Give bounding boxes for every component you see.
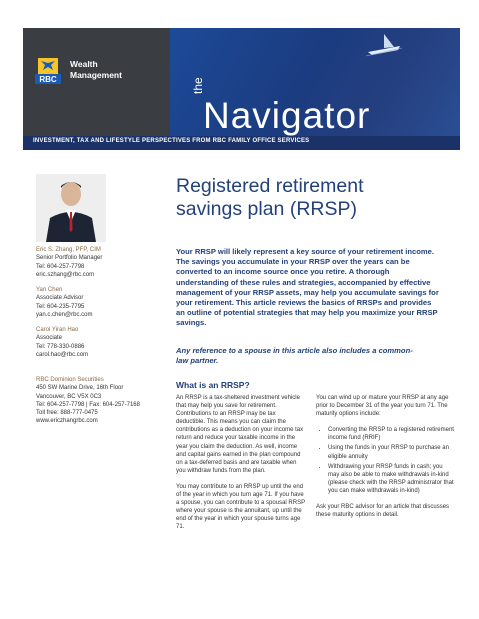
office-website[interactable]: www.ericzhangrbc.com [36,418,98,425]
section-title: What is an RRSP? [176,380,250,390]
contact-title: Associate Advisor [36,295,84,302]
newsletter-title: Navigator [203,95,371,136]
spouse-note: Any reference to a spouse in this article also includes a common-law partner. [176,346,413,366]
tagline: INVESTMENT, TAX AND LIFESTYLE PERSPECTIVES FROM RBC FAMILY OFFICE SERVICES [33,138,310,144]
list-item: • Converting the RRSP to a registered retirement income fund (RRIF) [328,426,454,442]
article-column-1 [176,394,306,540]
paragraph: An RRSP is a tax-sheltered investment vehicle that may help you save for retirement. Contributions to an RRSP may be tax deductible. This means you can claim the contributions as a deduction on your income tax return and reduce your taxable income in the year you claim the deduction. As well, income and capital gains earned in the plan compound on a tax-deferred basis and are taxable when you withdraw funds from the plan. [176,395,304,474]
rbc-logo-icon [35,58,61,84]
office-address-1: 450 SW Marine Drive, 16th Floor [36,385,124,392]
contact-phone: Tel: 604-257-7798 [36,263,85,270]
brand-panel [23,28,170,150]
contact-name: Eric S. Zhang, PFP, CIM [36,247,101,253]
office-address-2: Vancouver, BC V5X 0C3 [36,393,102,400]
brand-name [70,59,160,81]
article-title-line-2: savings plan (RRSP) [176,198,357,220]
contact-name: Carol Yiran Hao [36,327,79,333]
masthead [23,28,460,150]
office-block [36,376,140,426]
contact-email[interactable]: carol.hao@rbc.com [36,351,89,358]
paragraph: Ask your RBC advisor for an article that discusses these maturity options in detail. [316,504,450,519]
paragraph: You can wind up or mature your RRSP at any age prior to December 31 of the year you turn 71. The maturity options include: [316,395,449,418]
contact-name: Yan Chen [36,287,63,293]
office-name: RBC Dominion Securities [36,377,104,383]
article-title [176,175,364,221]
contact-block-1 [36,246,102,279]
brand-line-1: Wealth [70,59,98,69]
contact-phone: Tel: 778-330-0886 [36,343,85,350]
contact-title: Associate [36,335,63,342]
list-item: • Using the funds in your RRSP to purchase an eligible annuity [328,444,454,460]
contact-phone: Tel: 604-235-7795 [36,303,85,310]
brand-line-2: Management [70,70,122,80]
contact-email[interactable]: eric.szhang@rbc.com [36,271,95,278]
contact-block-2 [36,286,92,319]
article-title-line-1: Registered retirement [176,175,364,197]
paragraph: You may contribute to an RRSP up until the end of the year in which you turn age 71. If you have a spouse, you can contribute to a spousal RRSP where your spouse is the annuitant, up until the end of the year in which your spouse turns age 71. [176,483,305,531]
contact-block-3 [36,326,88,359]
advisor-photo [36,174,106,242]
maturity-options-list [316,426,454,495]
contact-email[interactable]: yan.c.chen@rbc.com [36,311,93,318]
title-small: the [191,77,205,94]
contact-title: Senior Portfolio Manager [36,255,103,262]
office-tollfree: Toll free: 888-777-0475 [36,410,98,417]
rbc-logo-text: RBC [39,75,57,84]
article-column-2 [316,394,454,527]
list-item: • Withdrawing your RRSP funds in cash; you may also be able to make withdrawals in-kind (please check with the RRSP administrator that you can make withdrawals in-kind) [328,463,454,495]
sailboat-icon [364,32,404,60]
office-phones: Tel: 604-257-7798 | Fax: 604-257-7168 [36,401,140,408]
article-intro: Your RRSP will likely represent a key source of your retirement income. The savings you accumulate in your RRSP over the years can be converted to an income source once you retire. A thorough understanding of these rules and strategies, accompanied by effective management of your RRSP assets, may help you accumulate savings for your retirement. This article reviews the basics of RRSPs and provides an outline of potential strategies that may help you maximize your RRSP savings. [176,247,439,328]
